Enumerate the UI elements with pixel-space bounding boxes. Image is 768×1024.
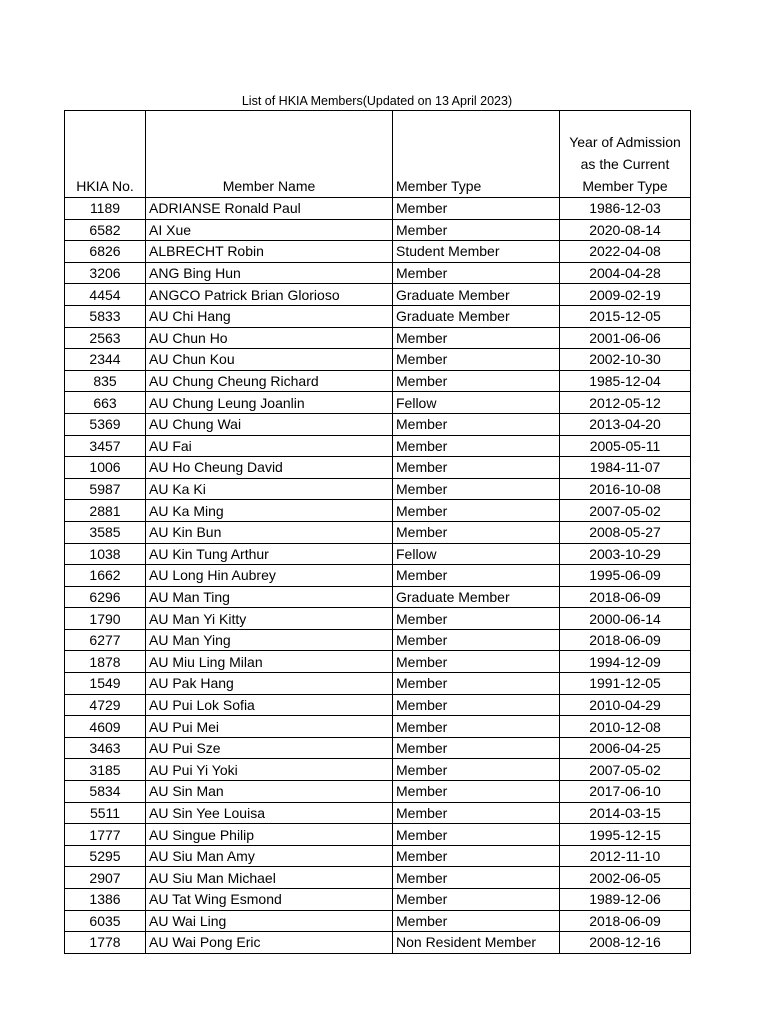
table-row: [65, 219, 691, 241]
member-type-cell: Member: [393, 327, 560, 349]
admission-date-cell: 2006-04-25: [560, 737, 691, 759]
table-row: [65, 586, 691, 608]
header-row: [65, 111, 691, 198]
admission-date-cell: 1986-12-03: [560, 198, 691, 220]
hkia-no-cell: 2344: [65, 349, 146, 371]
member-name-cell: AU Chung Cheung Richard: [146, 370, 393, 392]
member-type-cell: Member: [393, 716, 560, 738]
member-type-cell: Student Member: [393, 241, 560, 263]
hkia-no-cell: 1777: [65, 824, 146, 846]
admission-date-cell: 1991-12-05: [560, 673, 691, 695]
member-name-cell: AU Kin Bun: [146, 521, 393, 543]
admission-date-cell: 2008-05-27: [560, 521, 691, 543]
table-row: [65, 392, 691, 414]
table-row: [65, 694, 691, 716]
table-row: [65, 198, 691, 220]
admission-date-cell: 2009-02-19: [560, 284, 691, 306]
hkia-no-cell: 5295: [65, 845, 146, 867]
admission-date-cell: 2004-04-28: [560, 262, 691, 284]
admission-date-cell: 1994-12-09: [560, 651, 691, 673]
table-row: [65, 759, 691, 781]
member-name-cell: ADRIANSE Ronald Paul: [146, 198, 393, 220]
member-name-cell: AU Ho Cheung David: [146, 457, 393, 479]
column-header-hkia-no: HKIA No.: [65, 111, 146, 198]
member-type-cell: Member: [393, 413, 560, 435]
document-title: List of HKIA Members(Updated on 13 April 2023): [241, 94, 513, 108]
table-row: [65, 521, 691, 543]
admission-date-cell: 2007-05-02: [560, 500, 691, 522]
admission-date-cell: 2014-03-15: [560, 802, 691, 824]
table-row: [65, 889, 691, 911]
member-name-cell: AU Chung Leung Joanlin: [146, 392, 393, 414]
member-type-cell: Member: [393, 781, 560, 803]
member-type-cell: Member: [393, 889, 560, 911]
member-type-cell: Member: [393, 867, 560, 889]
admission-date-cell: 2005-05-11: [560, 435, 691, 457]
member-name-cell: AU Wai Ling: [146, 910, 393, 932]
hkia-no-cell: 4729: [65, 694, 146, 716]
member-name-cell: AU Sin Yee Louisa: [146, 802, 393, 824]
admission-date-cell: 2002-06-05: [560, 867, 691, 889]
member-name-cell: AU Chi Hang: [146, 305, 393, 327]
table-row: [65, 543, 691, 565]
admission-date-cell: 2018-06-09: [560, 629, 691, 651]
table-row: [65, 932, 691, 954]
admission-date-cell: 1995-12-15: [560, 824, 691, 846]
hkia-no-cell: 5369: [65, 413, 146, 435]
table-row: [65, 673, 691, 695]
member-type-cell: Member: [393, 824, 560, 846]
member-name-cell: AU Pui Lok Sofia: [146, 694, 393, 716]
column-header-member-name: Member Name: [146, 111, 393, 198]
hkia-no-cell: 5834: [65, 781, 146, 803]
admission-date-cell: 2010-04-29: [560, 694, 691, 716]
member-name-cell: ALBRECHT Robin: [146, 241, 393, 263]
hkia-no-cell: 4609: [65, 716, 146, 738]
table-row: [65, 867, 691, 889]
hkia-no-cell: 5511: [65, 802, 146, 824]
member-type-cell: Member: [393, 694, 560, 716]
table-row: [65, 500, 691, 522]
member-name-cell: AU Man Yi Kitty: [146, 608, 393, 630]
member-name-cell: AI Xue: [146, 219, 393, 241]
table-row: [65, 241, 691, 263]
column-header-member-type: Member Type: [393, 111, 560, 198]
member-name-cell: AU Wai Pong Eric: [146, 932, 393, 954]
hkia-no-cell: 1038: [65, 543, 146, 565]
member-name-cell: AU Pak Hang: [146, 673, 393, 695]
member-name-cell: AU Chung Wai: [146, 413, 393, 435]
hkia-no-cell: 2563: [65, 327, 146, 349]
member-type-cell: Member: [393, 629, 560, 651]
table-row: [65, 824, 691, 846]
member-type-cell: Member: [393, 565, 560, 587]
table-row: [65, 370, 691, 392]
member-name-cell: AU Chun Kou: [146, 349, 393, 371]
admission-date-cell: 2015-12-05: [560, 305, 691, 327]
member-type-cell: Member: [393, 845, 560, 867]
member-name-cell: AU Siu Man Michael: [146, 867, 393, 889]
hkia-no-cell: 2907: [65, 867, 146, 889]
member-name-cell: AU Siu Man Amy: [146, 845, 393, 867]
member-type-cell: Member: [393, 608, 560, 630]
admission-date-cell: 2000-06-14: [560, 608, 691, 630]
hkia-no-cell: 6035: [65, 910, 146, 932]
member-type-cell: Member: [393, 457, 560, 479]
hkia-no-cell: 4454: [65, 284, 146, 306]
member-type-cell: Graduate Member: [393, 586, 560, 608]
table-row: [65, 608, 691, 630]
table-row: [65, 651, 691, 673]
member-name-cell: AU Chun Ho: [146, 327, 393, 349]
admission-date-cell: 1995-06-09: [560, 565, 691, 587]
table-row: [65, 565, 691, 587]
hkia-no-cell: 1386: [65, 889, 146, 911]
table-header: [65, 111, 691, 198]
admission-date-cell: 2001-06-06: [560, 327, 691, 349]
member-name-cell: ANGCO Patrick Brian Glorioso: [146, 284, 393, 306]
members-table: [64, 110, 691, 954]
member-name-cell: AU Ka Ki: [146, 478, 393, 500]
member-type-cell: Member: [393, 673, 560, 695]
table-row: [65, 305, 691, 327]
hkia-no-cell: 1878: [65, 651, 146, 673]
admission-date-cell: 2018-06-09: [560, 586, 691, 608]
admission-date-cell: 2018-06-09: [560, 910, 691, 932]
hkia-no-cell: 5987: [65, 478, 146, 500]
admission-date-cell: 2022-04-08: [560, 241, 691, 263]
hkia-no-cell: 663: [65, 392, 146, 414]
hkia-no-cell: 1189: [65, 198, 146, 220]
member-name-cell: AU Pui Sze: [146, 737, 393, 759]
hkia-no-cell: 835: [65, 370, 146, 392]
table-row: [65, 478, 691, 500]
hkia-no-cell: 2881: [65, 500, 146, 522]
admission-date-cell: 2012-05-12: [560, 392, 691, 414]
admission-date-cell: 2002-10-30: [560, 349, 691, 371]
member-type-cell: Member: [393, 370, 560, 392]
table-row: [65, 435, 691, 457]
member-name-cell: AU Ka Ming: [146, 500, 393, 522]
member-type-cell: Fellow: [393, 392, 560, 414]
table-row: [65, 349, 691, 371]
member-name-cell: AU Pui Yi Yoki: [146, 759, 393, 781]
admission-date-cell: 2012-11-10: [560, 845, 691, 867]
member-type-cell: Member: [393, 500, 560, 522]
member-type-cell: Non Resident Member: [393, 932, 560, 954]
hkia-no-cell: 1549: [65, 673, 146, 695]
table-row: [65, 910, 691, 932]
hkia-no-cell: 6296: [65, 586, 146, 608]
hkia-no-cell: 3463: [65, 737, 146, 759]
hkia-no-cell: 6277: [65, 629, 146, 651]
member-type-cell: Member: [393, 478, 560, 500]
admission-date-cell: 2008-12-16: [560, 932, 691, 954]
member-name-cell: ANG Bing Hun: [146, 262, 393, 284]
hkia-no-cell: 5833: [65, 305, 146, 327]
hkia-no-cell: 1790: [65, 608, 146, 630]
admission-date-cell: 2013-04-20: [560, 413, 691, 435]
table-row: [65, 802, 691, 824]
admission-date-cell: 2010-12-08: [560, 716, 691, 738]
member-type-cell: Member: [393, 198, 560, 220]
member-type-cell: Member: [393, 737, 560, 759]
hkia-no-cell: 3457: [65, 435, 146, 457]
admission-date-cell: 1989-12-06: [560, 889, 691, 911]
member-name-cell: AU Man Ying: [146, 629, 393, 651]
table-row: [65, 716, 691, 738]
admission-date-cell: 2007-05-02: [560, 759, 691, 781]
table-row: [65, 737, 691, 759]
admission-date-cell: 2016-10-08: [560, 478, 691, 500]
hkia-no-cell: 6826: [65, 241, 146, 263]
table-row: [65, 781, 691, 803]
member-type-cell: Member: [393, 349, 560, 371]
member-type-cell: Graduate Member: [393, 305, 560, 327]
hkia-no-cell: 3585: [65, 521, 146, 543]
hkia-no-cell: 1778: [65, 932, 146, 954]
hkia-no-cell: 1662: [65, 565, 146, 587]
member-type-cell: Member: [393, 759, 560, 781]
member-type-cell: Member: [393, 219, 560, 241]
hkia-no-cell: 3206: [65, 262, 146, 284]
table-row: [65, 284, 691, 306]
table-row: [65, 845, 691, 867]
member-type-cell: Member: [393, 651, 560, 673]
hkia-no-cell: 3185: [65, 759, 146, 781]
member-type-cell: Member: [393, 435, 560, 457]
member-name-cell: AU Long Hin Aubrey: [146, 565, 393, 587]
member-name-cell: AU Fai: [146, 435, 393, 457]
admission-date-cell: 2003-10-29: [560, 543, 691, 565]
table-body: [65, 198, 691, 954]
admission-date-cell: 1985-12-04: [560, 370, 691, 392]
member-type-cell: Fellow: [393, 543, 560, 565]
hkia-no-cell: 1006: [65, 457, 146, 479]
member-type-cell: Member: [393, 521, 560, 543]
member-type-cell: Member: [393, 910, 560, 932]
member-name-cell: AU Sin Man: [146, 781, 393, 803]
member-name-cell: AU Kin Tung Arthur: [146, 543, 393, 565]
table-row: [65, 457, 691, 479]
member-type-cell: Member: [393, 802, 560, 824]
admission-date-cell: 2017-06-10: [560, 781, 691, 803]
member-type-cell: Graduate Member: [393, 284, 560, 306]
column-header-year-of-admission: Year of Admission as the Current Member Type: [560, 111, 691, 198]
member-name-cell: AU Man Ting: [146, 586, 393, 608]
member-name-cell: AU Tat Wing Esmond: [146, 889, 393, 911]
table-row: [65, 629, 691, 651]
member-name-cell: AU Singue Philip: [146, 824, 393, 846]
hkia-no-cell: 6582: [65, 219, 146, 241]
member-name-cell: AU Miu Ling Milan: [146, 651, 393, 673]
table-row: [65, 413, 691, 435]
admission-date-cell: 1984-11-07: [560, 457, 691, 479]
member-name-cell: AU Pui Mei: [146, 716, 393, 738]
table-row: [65, 327, 691, 349]
table-row: [65, 262, 691, 284]
admission-date-cell: 2020-08-14: [560, 219, 691, 241]
member-type-cell: Member: [393, 262, 560, 284]
